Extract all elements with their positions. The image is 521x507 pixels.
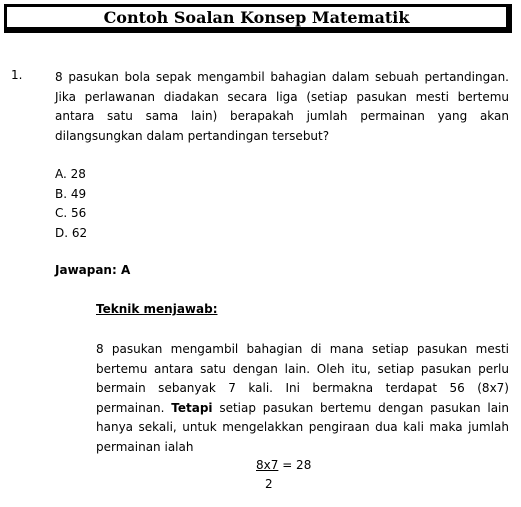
answer-label: Jawapan: A: [55, 263, 131, 277]
option-c: C. 56: [55, 206, 87, 220]
option-d: D. 62: [55, 225, 88, 240]
formula-denominator: 2: [265, 477, 273, 491]
formula: [256, 456, 311, 475]
question-number: 1.: [11, 68, 23, 82]
question-text: 8 pasukan bola sepak mengambil bahagian dalam sebuah pertandingan. Jika perlawanan diadakan secara liga (setiap pasukan mesti bertemu antara satu sama lain) berapakah jumlah permainan yang akan dilangsungkan dalam pertandingan tersebut?: [55, 70, 509, 143]
answer-options: [55, 165, 87, 243]
title-box: [4, 4, 512, 33]
explanation-bold-word: Tetapi: [171, 400, 213, 415]
option-b: B. 49: [55, 186, 87, 201]
formula-numerator: 8x7: [256, 458, 279, 472]
explanation-part-1: 8 pasukan mengambil bahagian di mana setiap pasukan mesti bertemu antara satu dengan lain. Oleh itu, setiap pasukan perlu bermain sebanyak 7 kali. Ini bermakna terdapat 56 (8x7) permainan.: [96, 342, 509, 415]
option-a: A. 28: [55, 167, 86, 181]
formula-result: = 28: [278, 458, 312, 472]
technique-heading: Teknik menjawab:: [96, 302, 218, 316]
explanation-part-2: setiap pasukan bertemu dengan pasukan lain hanya sekali, untuk mengelakkan pengiraan dua kali maka jumlah permainan ialah: [96, 400, 509, 454]
page-title: Contoh Soalan Konsep Matematik: [103, 8, 410, 27]
technique-explanation: [96, 340, 509, 457]
